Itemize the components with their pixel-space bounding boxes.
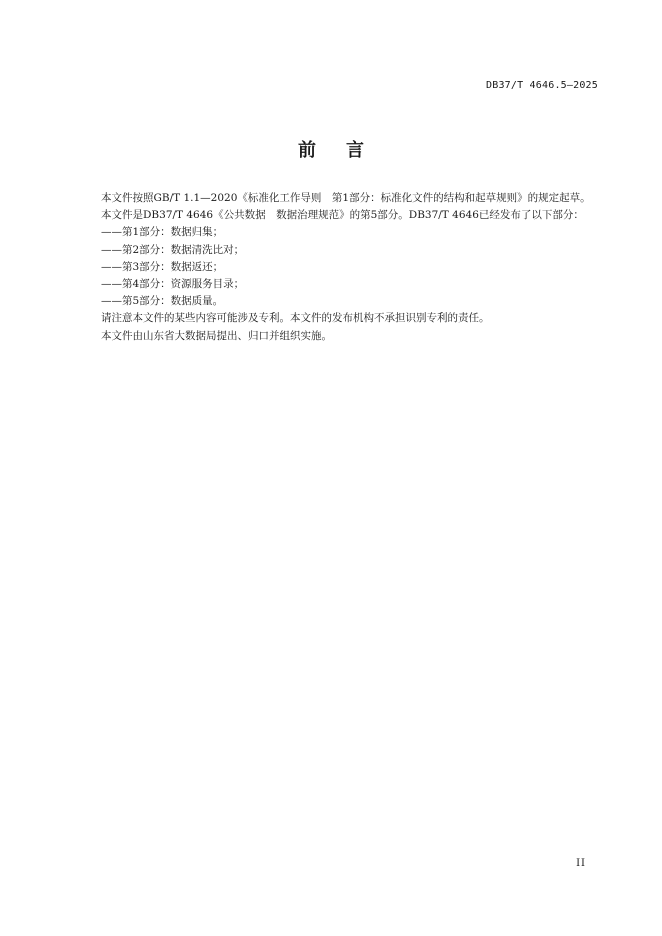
list-item-part-5: ——第5部分：数据质量。 bbox=[101, 295, 224, 308]
document-code: DB37/T 4646.5—2025 bbox=[486, 80, 598, 91]
paragraph-drafting-rules: 本文件按照GB/T 1.1—2020《标准化工作导则 第1部分：标准化文件的结构和起草规则》的规定起草。 bbox=[101, 192, 591, 204]
list-item-part-4: ——第4部分：资源服务目录； bbox=[101, 278, 245, 291]
list-item-part-1: ——第1部分：数据归集； bbox=[101, 226, 224, 239]
list-item-part-3: ——第3部分：数据返还； bbox=[101, 260, 224, 273]
page-number: II bbox=[576, 858, 586, 869]
paragraph-issuing-body: 本文件由山东省大数据局提出、归口并组织实施。 bbox=[101, 329, 332, 342]
paragraph-patent-notice: 请注意本文件的某些内容可能涉及专利。本文件的发布机构不承担识别专利的责任。 bbox=[101, 312, 490, 325]
paragraph-part-of-series: 本文件是DB37/T 4646《公共数据 数据治理规范》的第5部分。DB37/T 4646已经发布了以下部分： bbox=[101, 209, 584, 222]
page-title: 前言 bbox=[298, 140, 394, 161]
foreword-body bbox=[80, 190, 600, 345]
list-item-part-2: ——第2部分：数据清洗比对； bbox=[101, 243, 245, 256]
